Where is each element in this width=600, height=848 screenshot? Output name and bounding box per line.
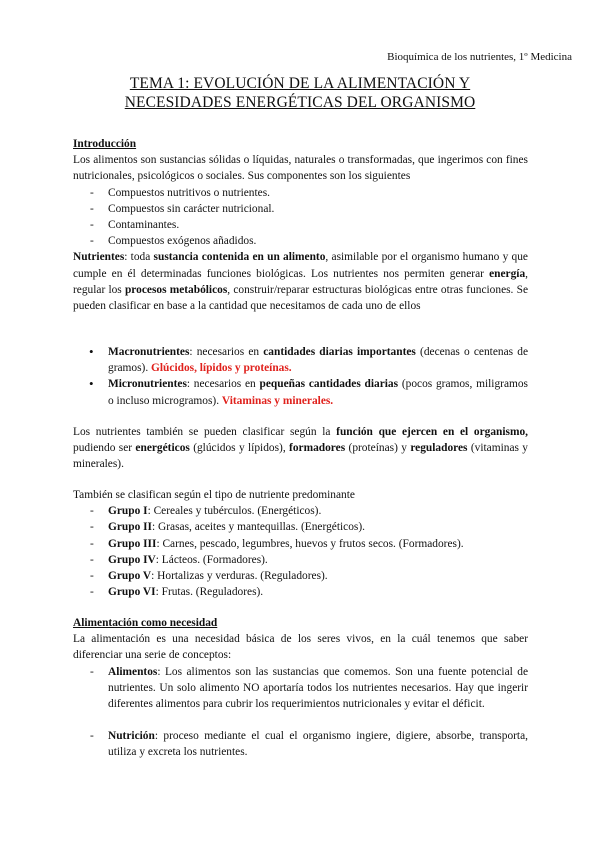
function-paragraph: Los nutrientes también se pueden clasificar según la función que ejercen en el organismo, pudiendo ser energéticos (glúcidos y lípidos), formadores (proteínas) y reguladores (vitaminas y minerales). xyxy=(73,426,528,471)
need-section xyxy=(73,615,528,761)
nutrients-term: Nutrientes xyxy=(73,251,125,264)
list-item: - Grupo V: Hortalizas y verduras. (Reguladores). xyxy=(73,568,528,584)
need-paragraph: La alimentación es una necesidad básica de los seres vivos, en la cuál tenemos que saber diferenciar una serie de conceptos: xyxy=(73,633,528,662)
nutrients-paragraph: Nutrientes: toda sustancia contenida en un alimento, asimilable por el organismo humano y que cumple en él determinadas funciones biológicas. Los nutrientes nos permiten generar energía, regular los procesos metabólicos, construir/reparar estructuras biológicas entre otras funciones. Se pueden clasificar en base a la cantidad que necesitamos de cada uno de ellos xyxy=(73,251,528,313)
intro-heading: Introducción xyxy=(73,138,137,150)
list-item: - Compuestos sin carácter nutricional. xyxy=(73,201,528,217)
nutricion-item: - Nutrición: proceso mediante el cual el organismo ingiere, digiere, absorbe, transporta, utiliza y excreta los nutrientes. xyxy=(73,728,528,760)
list-item: - Grupo III: Carnes, pescado, legumbres, huevos y frutos secos. (Formadores). xyxy=(73,536,528,552)
running-header: Bioquímica de los nutrientes, 1º Medicina xyxy=(387,51,572,63)
micronutrients-item: • Micronutrientes: necesarios en pequeñas cantidades diarias (pocos gramos, miligramos o incluso microgramos). Vitaminas y minerales. xyxy=(73,376,528,408)
groups-list xyxy=(73,503,528,600)
micronutrients-examples: Vitaminas y minerales. xyxy=(221,394,334,407)
intro-section xyxy=(73,136,528,314)
list-item: - Grupo II: Grasas, aceites y mantequillas. (Energéticos). xyxy=(73,519,528,535)
macronutrients-examples: Glúcidos, lípidos y proteínas. xyxy=(151,362,292,375)
macro-micro-section xyxy=(73,344,528,409)
concepts-list xyxy=(73,664,528,761)
list-item: - Contaminantes. xyxy=(73,217,528,233)
list-item: - Grupo IV: Lácteos. (Formadores). xyxy=(73,552,528,568)
intro-paragraph: Los alimentos son sustancias sólidas o líquidas, naturales o transformadas, que ingerimos con fines nutricionales, psicológicos o sociales. Sus componentes son los siguientes xyxy=(73,154,528,183)
list-item: - Grupo VI: Frutas. (Reguladores). xyxy=(73,584,528,600)
list-item: - Compuestos nutritivos o nutrientes. xyxy=(73,185,528,201)
list-item: - Compuestos exógenos añadidos. xyxy=(73,233,528,249)
groups-section xyxy=(73,487,528,600)
nutrient-type-list xyxy=(73,344,528,409)
title-line-1: TEMA 1: EVOLUCIÓN DE LA ALIMENTACIÓN Y xyxy=(129,75,471,92)
macronutrients-item: • Macronutrientes: necesarios en cantidades diarias importantes (decenas o centenas de gramos). Glúcidos, lípidos y proteínas. xyxy=(73,344,528,376)
title-line-2: NECESIDADES ENERGÉTICAS DEL ORGANISMO xyxy=(124,94,476,111)
alimentos-item: - Alimentos: Los alimentos son las sustancias que comemos. Son una fuente potencial de nutrientes. Un solo alimento NO aportaría todos los nutrientes necesarios. Hay que ingerir diferentes alimentos para cubrir los requerimientos nutricionales y evitar el déficit. xyxy=(73,664,528,713)
list-item: - Grupo I: Cereales y tubérculos. (Energéticos). xyxy=(73,503,528,519)
components-list xyxy=(73,185,528,250)
need-heading: Alimentación como necesidad xyxy=(73,617,218,629)
groups-intro: También se clasifican según el tipo de nutriente predominante xyxy=(73,489,355,501)
